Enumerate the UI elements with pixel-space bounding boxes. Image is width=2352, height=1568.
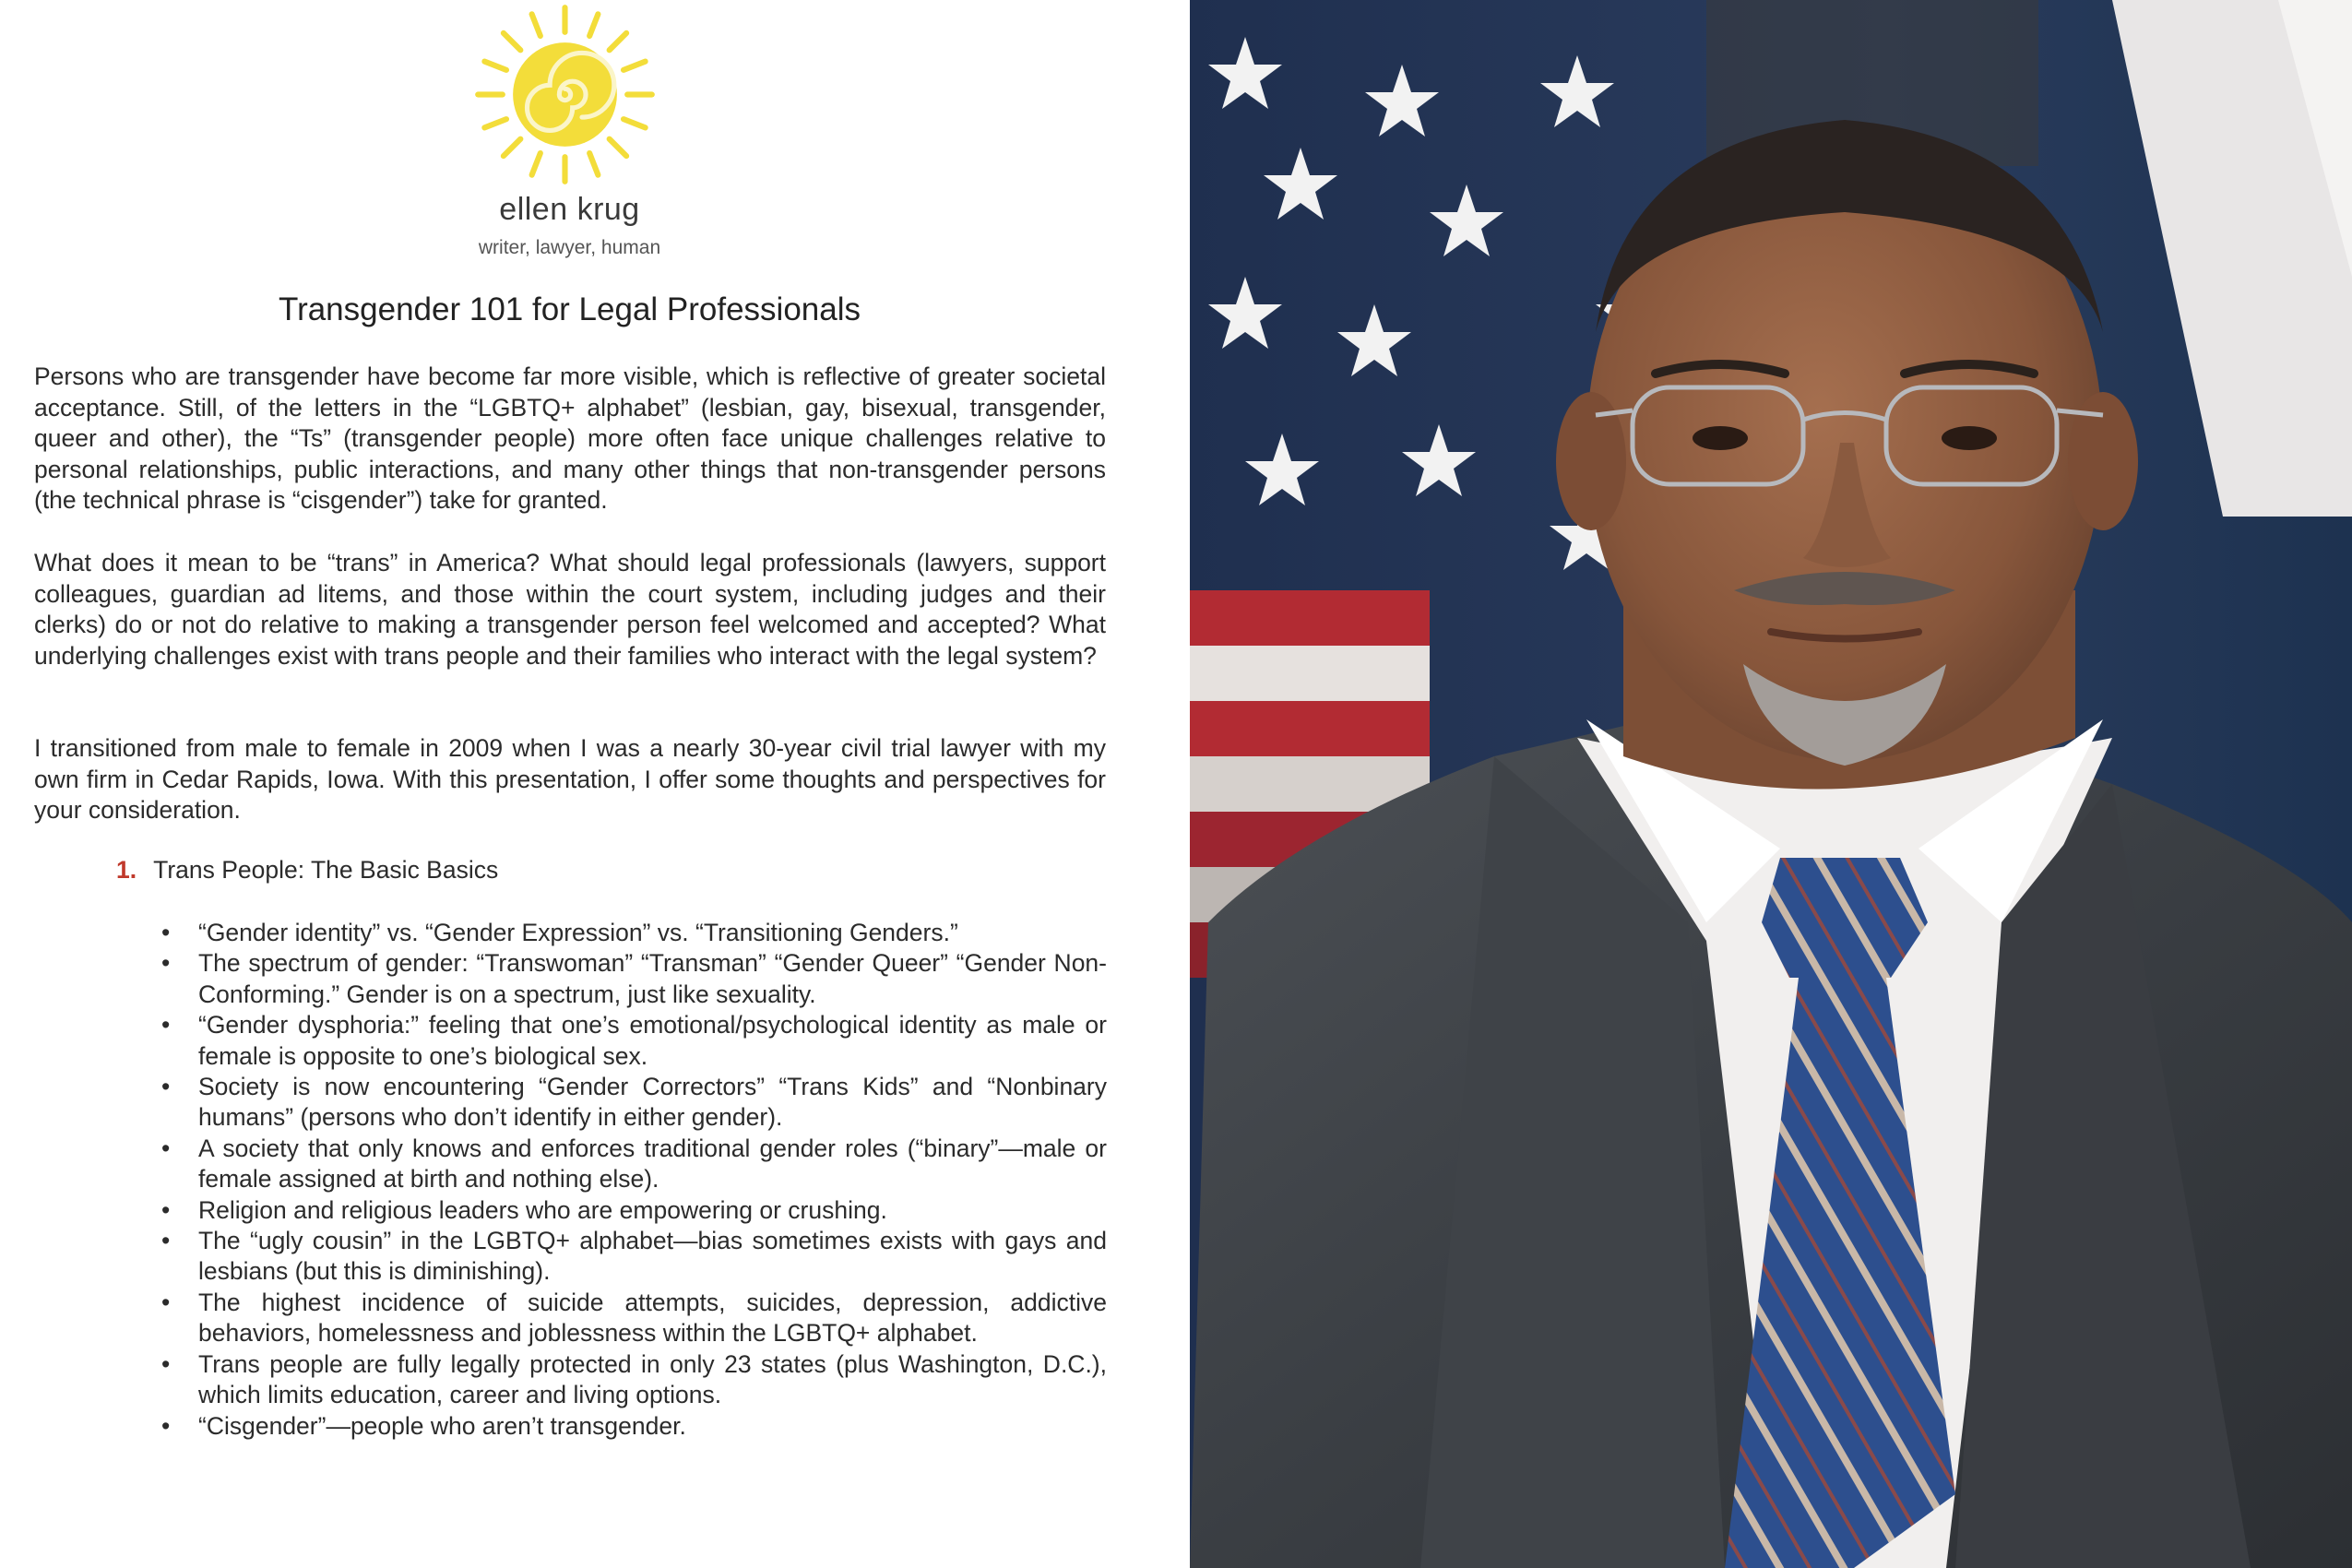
brand-name: ellen krug bbox=[499, 192, 640, 227]
document-title: Transgender 101 for Legal Professionals bbox=[278, 291, 861, 327]
list-item: • “Gender identity” vs. “Gender Expression” vs. “Transitioning Genders.” bbox=[198, 918, 1107, 948]
portrait-photo bbox=[1190, 0, 2352, 1568]
intro-paragraph: Persons who are transgender have become far more visible, which is reflective of greater societal acceptance. Still, of the letters in the “LGBTQ+ alphabet” (lesbian, gay, bisexual, transgender, queer and other), the “Ts” (transgender people) more often face unique challenges relative to personal relationships, public interactions, and many other things that non-transgender persons (the technical phrase is “cisgender”) take for granted. bbox=[34, 362, 1106, 514]
list-item: • Religion and religious leaders who are empowering or crushing. bbox=[198, 1195, 1107, 1226]
list-item: • Society is now encountering “Gender Correctors” “Trans Kids” and “Nonbinary humans” (persons who don’t identify in either gender). bbox=[198, 1072, 1107, 1134]
list-item: • “Gender dysphoria:” feeling that one’s emotional/psychological identity as male or female is opposite to one’s biological sex. bbox=[198, 1010, 1107, 1072]
section-title: Trans People: The Basic Basics bbox=[153, 856, 499, 884]
list-item: • “Cisgender”—people who aren’t transgender. bbox=[198, 1411, 1107, 1442]
list-item: • The “ugly cousin” in the LGBTQ+ alphabet—bias sometimes exists with gays and lesbians (but this is diminishing). bbox=[198, 1226, 1107, 1288]
sun-logo-icon bbox=[470, 0, 659, 189]
list-item: • The spectrum of gender: “Transwoman” “Transman” “Gender Queer” “Gender Non-Conforming.” Gender is on a spectrum, just like sexuality. bbox=[198, 948, 1107, 1010]
bullet-list bbox=[198, 918, 1107, 1442]
author-paragraph: I transitioned from male to female in 2009 when I was a nearly 30-year civil trial lawyer with my own firm in Cedar Rapids, Iowa. With this presentation, I offer some thoughts and perspectives for your consideration. bbox=[34, 734, 1106, 824]
section-heading bbox=[116, 856, 498, 885]
section-number: 1. bbox=[116, 856, 137, 884]
list-item: • Trans people are fully legally protected in only 23 states (plus Washington, D.C.), which limits education, career and living options. bbox=[198, 1349, 1107, 1411]
list-item: • The highest incidence of suicide attempts, suicides, depression, addictive behaviors, homelessness and joblessness within the LGBTQ+ alphabet. bbox=[198, 1288, 1107, 1349]
questions-paragraph: What does it mean to be “trans” in America? What should legal professionals (lawyers, support colleagues, guardian ad litems, and those within the court system, including judges and their clerks) do or not do relative to making a transgender person feel welcomed and accepted? What underlying challenges exist with trans people and their families who interact with the legal system? bbox=[34, 549, 1106, 670]
portrait-image bbox=[1190, 0, 2352, 1568]
brand-tagline: writer, lawyer, human bbox=[478, 237, 661, 258]
list-item: • A society that only knows and enforces traditional gender roles (“binary”—male or female assigned at birth and nothing else). bbox=[198, 1134, 1107, 1195]
